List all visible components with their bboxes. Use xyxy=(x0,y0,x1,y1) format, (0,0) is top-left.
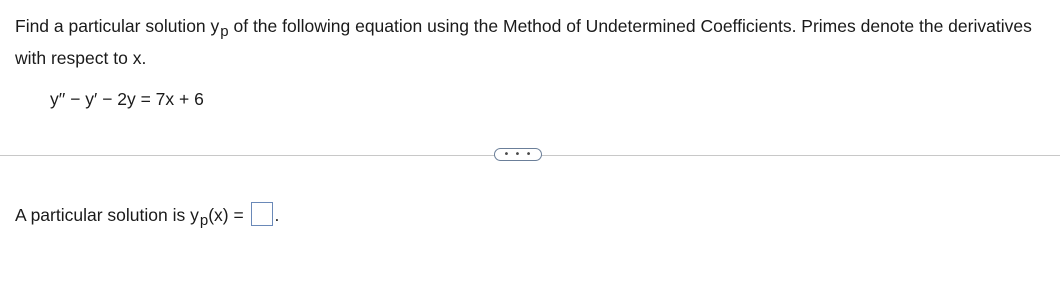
question-text-part2: of the following equation using the Method of Undetermined Coefficients. Primes denote the derivatives with respect to x. xyxy=(15,16,1032,68)
answer-line xyxy=(15,201,279,231)
question-subscript: p xyxy=(220,23,229,40)
question-text xyxy=(15,11,1055,73)
answer-period: . xyxy=(274,205,280,225)
differential-equation: y′′ − y′ − 2y = 7x + 6 xyxy=(50,89,204,109)
question-text-part1: Find a particular solution y xyxy=(15,16,220,36)
answer-function-arg: (x) = xyxy=(208,205,249,225)
more-options-button[interactable]: • • • xyxy=(494,148,542,161)
answer-subscript: p xyxy=(199,212,209,229)
answer-prefix: A particular solution is y xyxy=(15,205,199,225)
answer-input-box[interactable] xyxy=(251,202,273,226)
